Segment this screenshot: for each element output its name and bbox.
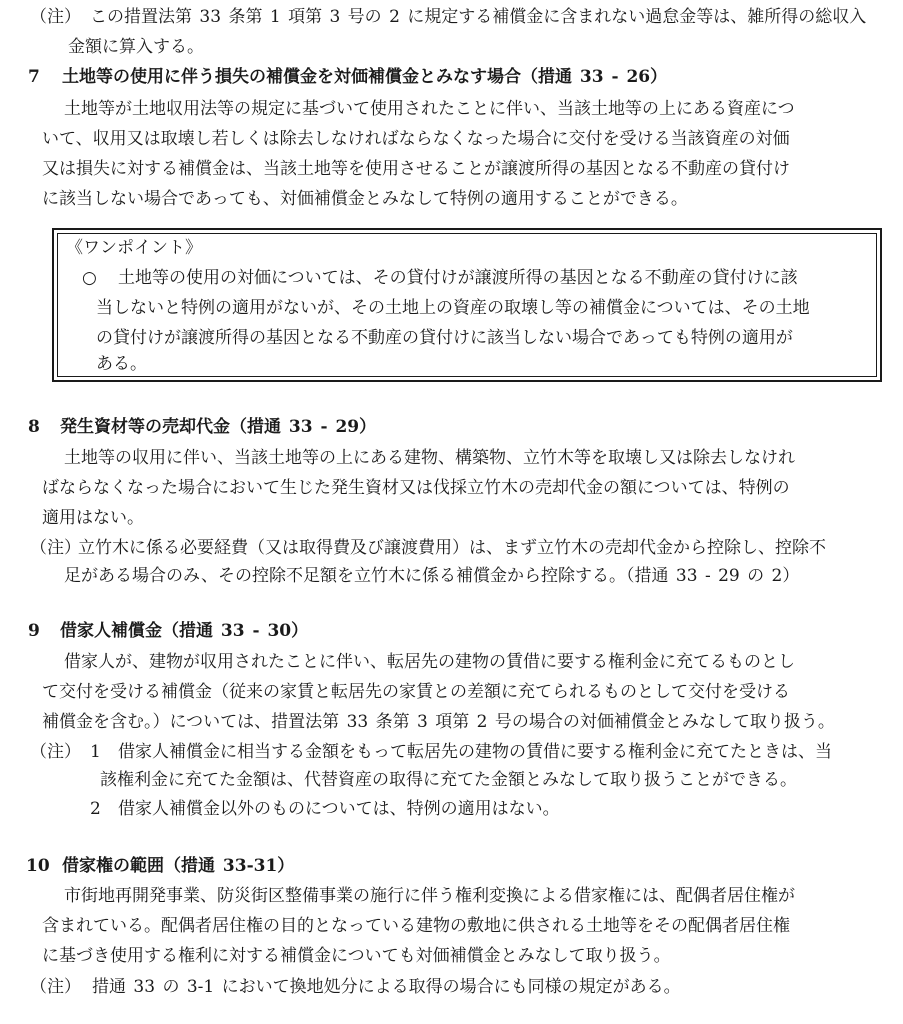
note-text-line: 借家人補償金に相当する金額をもって転居先の建物の賃借に要する権利金に充てたときは、当 <box>118 742 832 762</box>
body-line: 又は損失に対する補償金は、当該土地等を使用させることが譲渡所得の基因となる不動産の貸付け <box>42 159 790 179</box>
onepoint-line: の貸付けが譲渡所得の基因となる不動産の貸付けに該当しない場合であっても特例の適用が <box>96 328 793 348</box>
onepoint-line: ある。 <box>96 354 147 374</box>
note-mark: （注） <box>30 7 81 27</box>
note-text-line: この措置法第 33 条第 1 項第 3 号の 2 に規定する補償金に含まれない過怠金等は、雑所得の総収入 <box>90 7 867 27</box>
body-line: て交付を受ける補償金（従来の家賃と転居先の家賃との差額に充てられるものとして交付を受ける <box>42 682 790 702</box>
section-number: 8 <box>28 417 40 437</box>
onepoint-line: 当しないと特例の適用がないが、その土地上の資産の取壊し等の補償金については、その土地 <box>96 298 810 318</box>
note-text-line: 該権利金に充てた金額は、代替資産の取得に充てた金額とみなして取り扱うことができる。 <box>100 770 797 790</box>
note-text-line: 立竹木に係る必要経費（又は取得費及び譲渡費用）は、まず立竹木の売却代金から控除し、控除不 <box>78 538 826 558</box>
body-line: 土地等の収用に伴い、当該土地等の上にある建物、構築物、立竹木等を取壊し又は除去しなけれ <box>64 448 795 468</box>
body-line: 借家人が、建物が収用されたことに伴い、転居先の建物の賃借に要する権利金に充てるものとし <box>64 652 795 672</box>
note-mark: （注） <box>30 977 81 997</box>
section-number: 7 <box>28 67 40 87</box>
section-number: 10 <box>26 856 50 876</box>
section-title: 借家権の範囲（措通 33-31） <box>62 856 295 876</box>
section-title: 借家人補償金（措通 33 - 30） <box>60 621 309 641</box>
body-line: に該当しない場合であっても、対価補償金とみなして特例の適用することができる。 <box>42 189 688 209</box>
onepoint-line: 土地等の使用の対価については、その貸付けが譲渡所得の基因となる不動産の貸付けに該 <box>118 268 798 288</box>
body-line: 適用はない。 <box>42 508 144 528</box>
note-mark: （注） <box>30 742 81 762</box>
body-line: 含まれている。配偶者居住権の目的となっている建物の敷地に供される土地等をその配偶者居住権 <box>42 916 790 936</box>
note-text-line: 借家人補償金以外のものについては、特例の適用はない。 <box>118 799 560 819</box>
body-line: 市街地再開発事業、防災街区整備事業の施行に伴う権利変換による借家権には、配偶者居住権が <box>64 886 795 906</box>
onepoint-title: 《ワンポイント》 <box>66 238 202 258</box>
section-title: 発生資材等の売却代金（措通 33 - 29） <box>60 417 377 437</box>
note-text-line: 足がある場合のみ、その控除不足額を立竹木に係る補償金から控除する。（措通 33 - 29 の 2） <box>64 566 800 586</box>
note-text-line: 金額に算入する。 <box>68 37 204 57</box>
note-number: 2 <box>90 799 101 819</box>
section-title: 土地等の使用に伴う損失の補償金を対価補償金とみなす場合（措通 33 - 26） <box>62 67 668 87</box>
body-line: 補償金を含む。）については、措置法第 33 条第 3 項第 2 号の場合の対価補償金とみなして取り扱う。 <box>42 712 835 732</box>
note-number: 1 <box>90 742 101 762</box>
body-line: 土地等が土地収用法等の規定に基づいて使用されたことに伴い、当該土地等の上にある資産につ <box>64 99 795 119</box>
bullet-circle-icon: ○ <box>82 268 97 288</box>
body-line: いて、収用又は取壊し若しくは除去しなければならなくなった場合に交付を受ける当該資産の対価 <box>42 129 790 149</box>
body-line: ばならなくなった場合において生じた発生資材又は伐採立竹木の売却代金の額については、特例の <box>42 478 790 498</box>
note-text-line: 措通 33 の 3-1 において換地処分による取得の場合にも同様の規定がある。 <box>92 977 681 997</box>
body-line: に基づき使用する権利に対する補償金についても対価補償金とみなして取り扱う。 <box>42 946 671 966</box>
section-number: 9 <box>28 621 40 641</box>
note-mark: （注） <box>30 538 81 558</box>
